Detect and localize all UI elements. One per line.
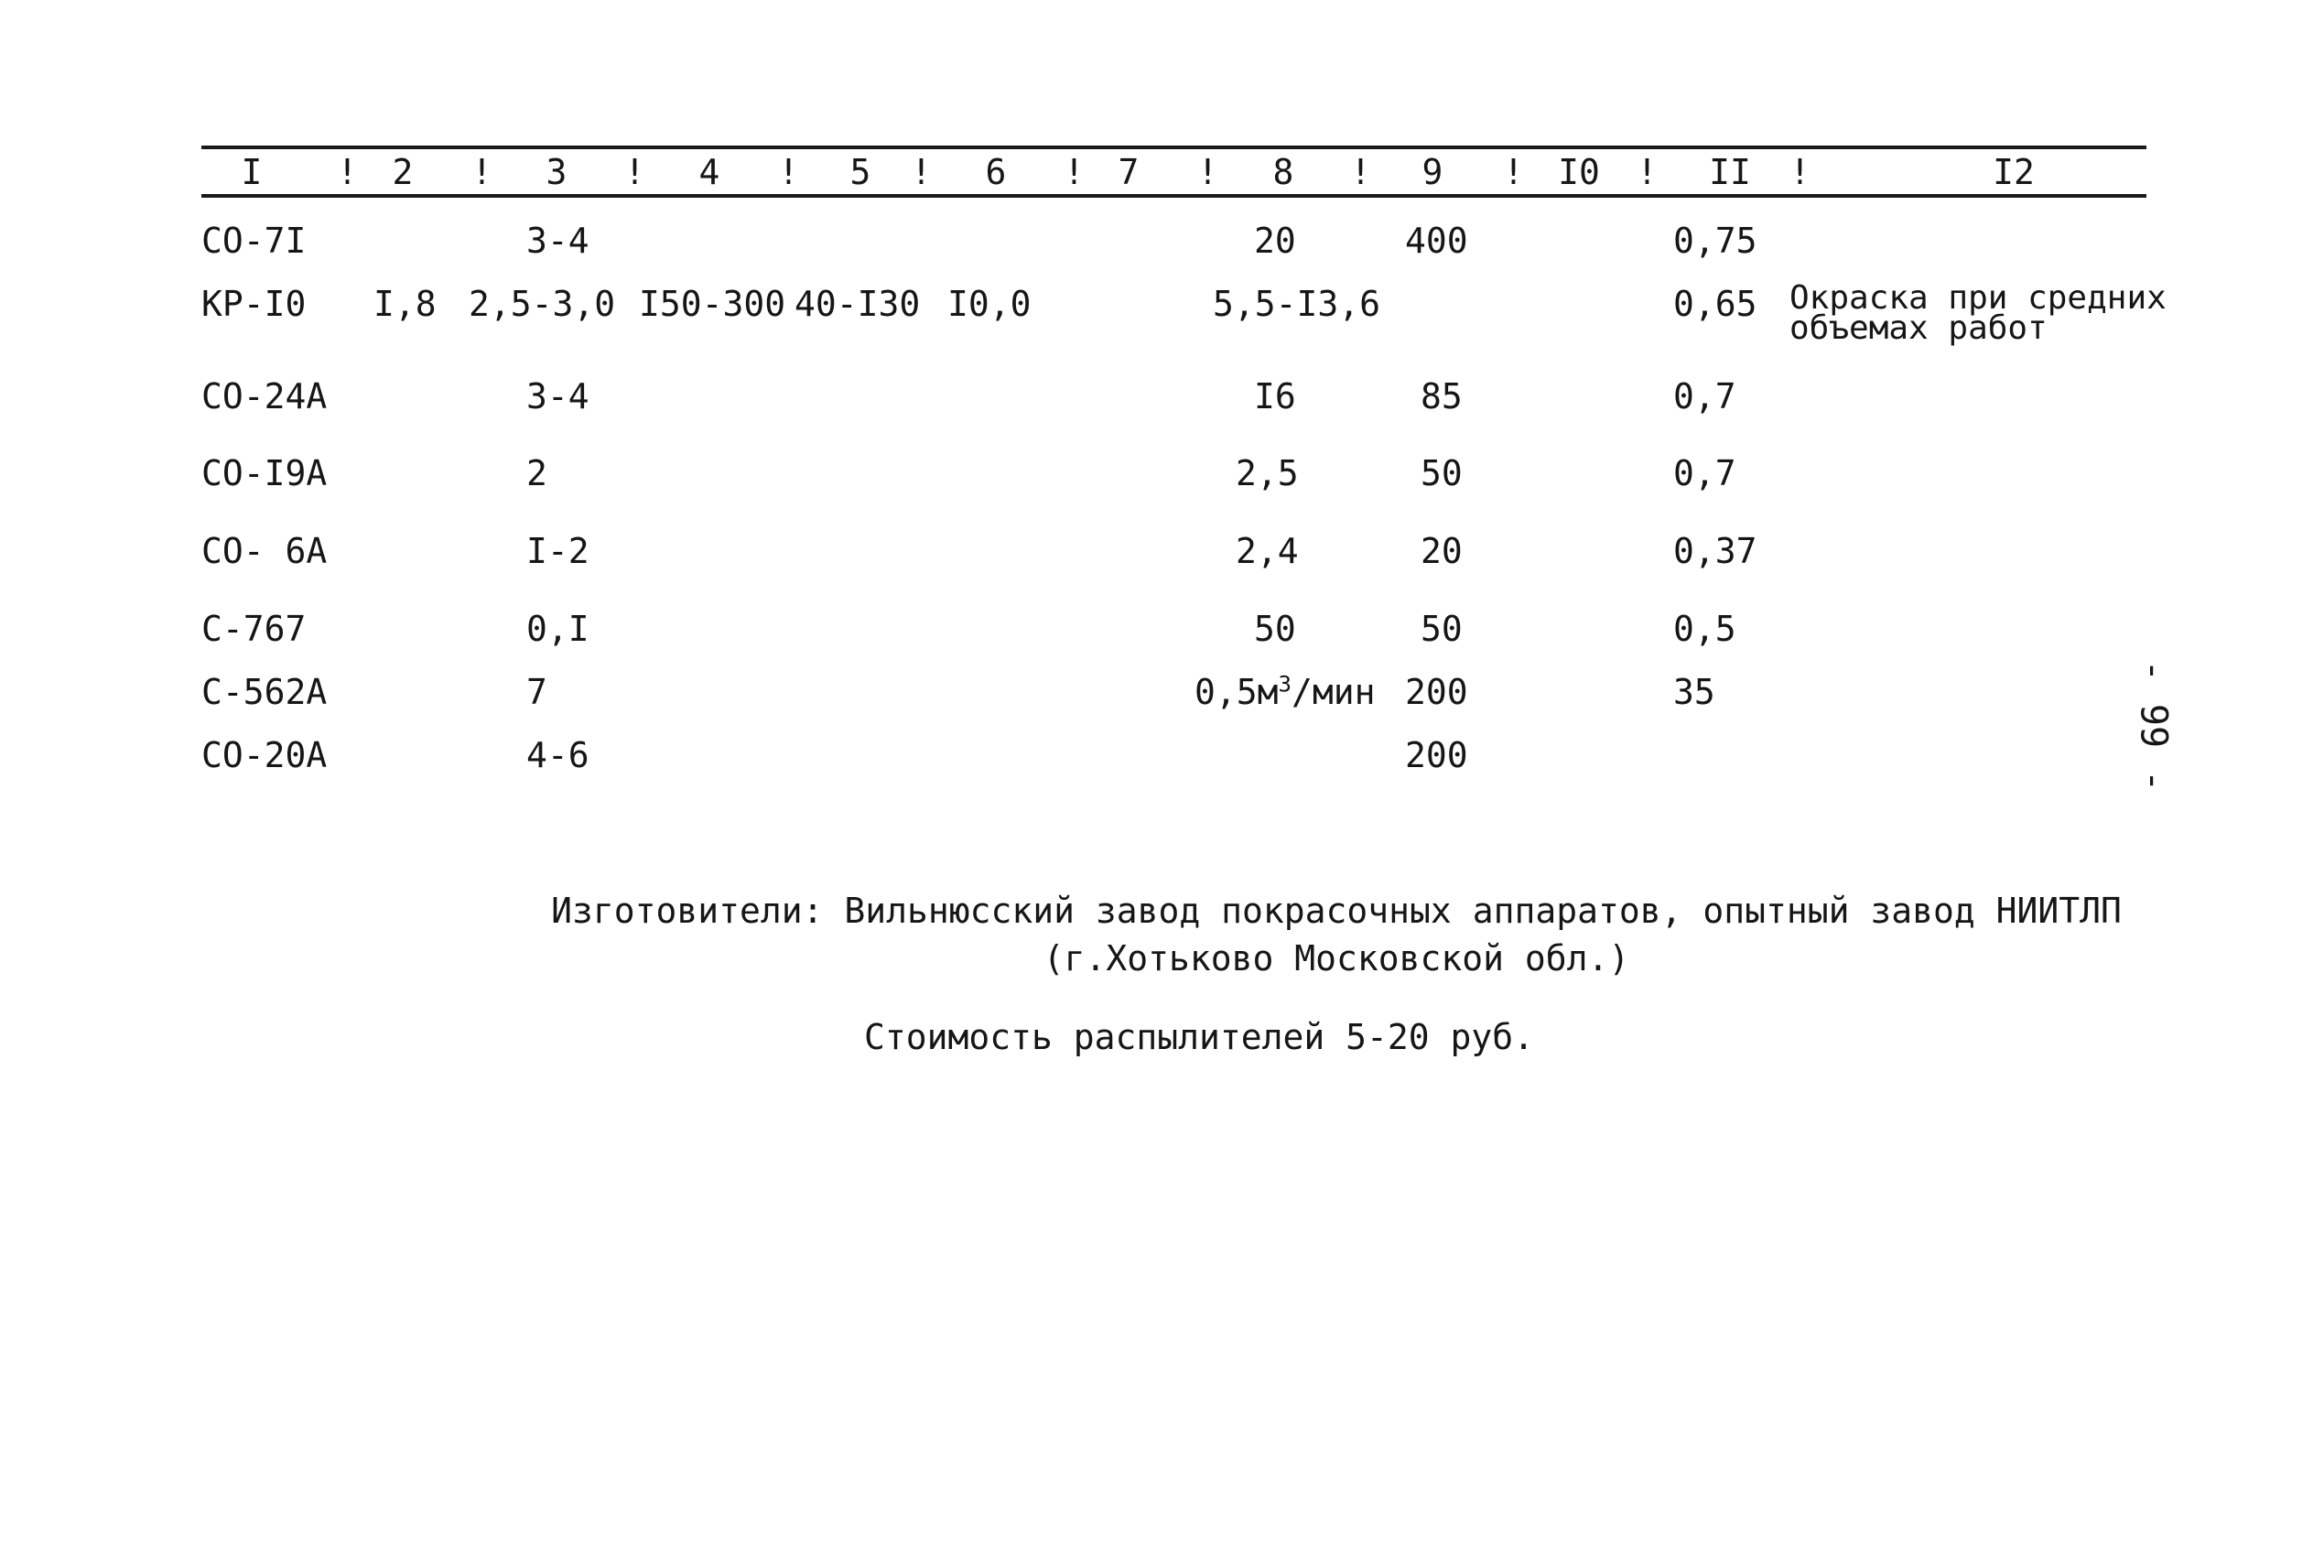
- header-col-6: 6: [985, 152, 1007, 192]
- row5-col3: I-2: [526, 531, 589, 571]
- row2-col2: I,8: [373, 284, 437, 324]
- row4-col11: 0,7: [1673, 453, 1736, 493]
- row7-col3: 7: [526, 672, 547, 712]
- row5-col11: 0,37: [1673, 531, 1757, 571]
- cost-line: Стоимость распылителей 5-20 руб.: [863, 1017, 1535, 1057]
- row1-col3: 3-4: [526, 221, 589, 261]
- header-col-12: I2: [1993, 152, 2035, 192]
- row2-model: КР-I0: [201, 284, 307, 324]
- row4-col8: 2,5: [1236, 453, 1299, 493]
- header-col-7: 7: [1118, 152, 1140, 192]
- header-separator: !: [1197, 152, 1218, 192]
- row5-model: СО- 6А: [201, 531, 328, 571]
- row5-col9: 20: [1421, 531, 1463, 571]
- row1-col9: 400: [1405, 221, 1468, 261]
- row6-col9: 50: [1421, 609, 1463, 649]
- row3-col9: 85: [1421, 376, 1463, 416]
- header-separator: !: [778, 152, 799, 192]
- header-col-5: 5: [849, 152, 871, 192]
- row3-col11: 0,7: [1673, 376, 1736, 416]
- row3-model: СО-24А: [201, 376, 328, 416]
- header-col-10: I0: [1558, 152, 1600, 192]
- row5-col8: 2,4: [1236, 531, 1299, 571]
- header-col-1: I: [241, 152, 263, 192]
- row6-col11: 0,5: [1673, 609, 1736, 649]
- row1-col11: 0,75: [1673, 221, 1757, 261]
- row7-col8-exponent: 3: [1278, 671, 1292, 697]
- row2-col5: 40-I30: [794, 284, 921, 324]
- header-separator: !: [911, 152, 932, 192]
- row6-col8: 50: [1254, 609, 1296, 649]
- header-separator: !: [471, 152, 492, 192]
- row2-note-line1: Окраска при средних: [1789, 279, 2167, 317]
- row7-col8: [1194, 671, 1376, 712]
- row6-model: С-767: [201, 609, 307, 649]
- header-separator: !: [1350, 152, 1371, 192]
- header-separator: !: [1064, 152, 1085, 192]
- header-col-4: 4: [698, 152, 720, 192]
- row7-col9: 200: [1405, 672, 1468, 712]
- header-col-3: 3: [546, 152, 567, 192]
- header-separator: !: [1789, 152, 1811, 192]
- row7-col8-value: 0,5м: [1194, 672, 1279, 712]
- header-col-2: 2: [392, 152, 414, 192]
- row8-col3: 4-6: [526, 735, 589, 775]
- manufacturers-line-2: (г.Хотьково Московской обл.): [1043, 938, 1630, 979]
- row1-col8: 20: [1254, 221, 1296, 261]
- page-number: - 99 -: [2132, 659, 2175, 793]
- row7-col8-unit: /мин: [1291, 672, 1376, 712]
- header-col-8: 8: [1272, 152, 1294, 192]
- row2-col4: I50-300: [639, 284, 786, 324]
- row7-model: С-562А: [201, 672, 328, 712]
- table-top-rule: [201, 146, 2146, 149]
- row2-col6: I0,0: [947, 284, 1032, 324]
- header-col-11: II: [1709, 152, 1751, 192]
- row4-col9: 50: [1421, 453, 1463, 493]
- row1-model: СО-7I: [201, 221, 307, 261]
- row8-col9: 200: [1405, 735, 1468, 775]
- header-separator: !: [337, 152, 358, 192]
- row3-col8: I6: [1254, 376, 1296, 416]
- row2-col11: 0,65: [1673, 284, 1757, 324]
- row3-col3: 3-4: [526, 376, 589, 416]
- header-separator: !: [1637, 152, 1658, 192]
- table-header-rule: [201, 194, 2146, 198]
- row4-model: СО-I9А: [201, 453, 328, 493]
- row7-col11: 35: [1673, 672, 1715, 712]
- row8-model: СО-20А: [201, 735, 328, 775]
- header-separator: !: [1503, 152, 1524, 192]
- row2-col3: 2,5-3,0: [469, 284, 616, 324]
- header-col-9: 9: [1421, 152, 1443, 192]
- row2-col8: 5,5-I3,6: [1213, 284, 1381, 324]
- row2-note-line2: объемах работ: [1789, 309, 2048, 347]
- manufacturers-line-1: Изготовители: Вильнюсский завод покрасочных аппаратов, опытный завод НИИТЛП: [551, 891, 2122, 931]
- row6-col3: 0,I: [526, 609, 589, 649]
- row4-col3: 2: [526, 453, 547, 493]
- header-separator: !: [624, 152, 645, 192]
